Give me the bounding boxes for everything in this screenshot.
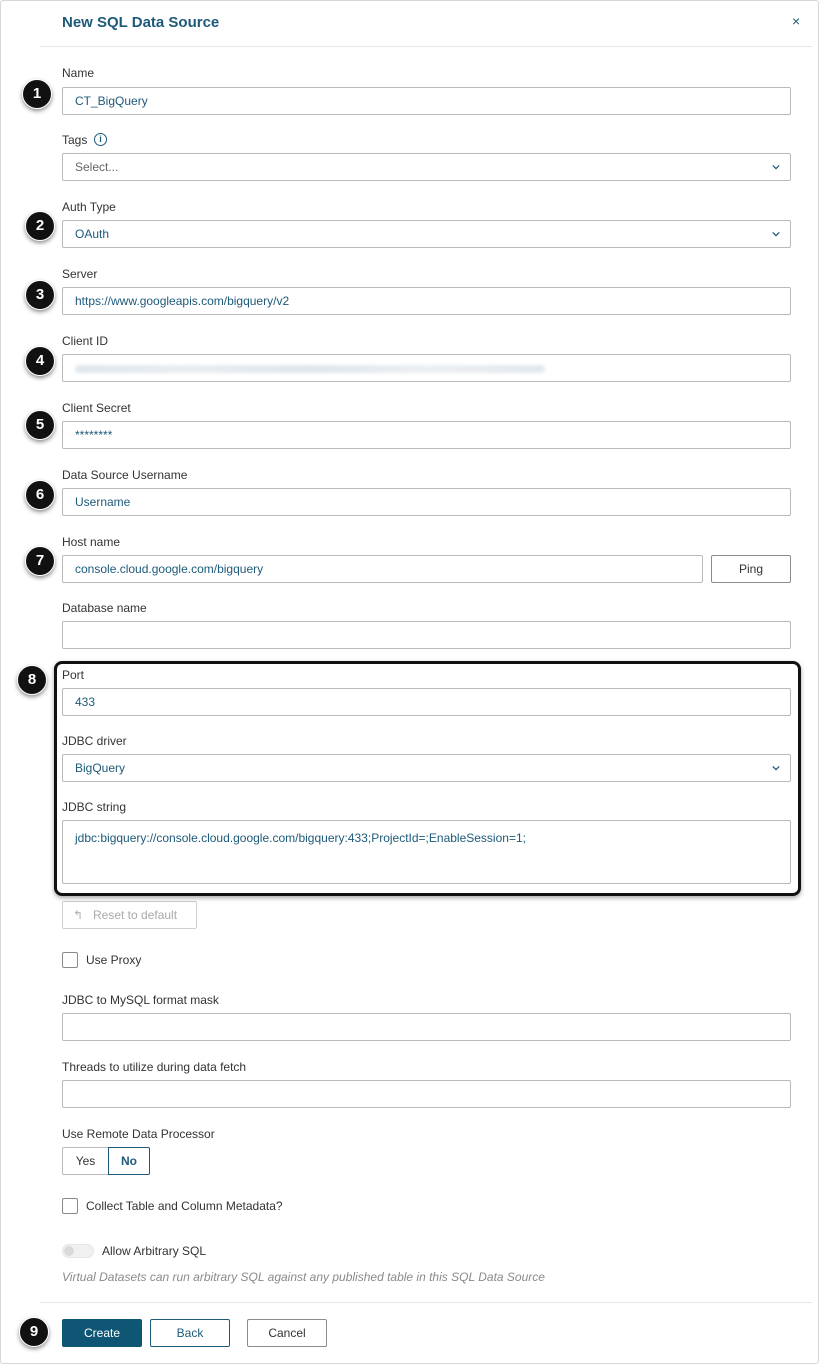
chevron-down-icon xyxy=(772,163,780,171)
step-badge-4: 4 xyxy=(25,346,55,376)
highlight-box xyxy=(54,661,801,896)
ds-username-input[interactable]: Username xyxy=(62,488,791,516)
server-input[interactable]: https://www.googleapis.com/bigquery/v2 xyxy=(62,287,791,315)
server-label: Server xyxy=(62,267,98,281)
step-badge-2: 2 xyxy=(25,211,55,241)
cancel-button[interactable]: Cancel xyxy=(247,1319,327,1347)
reset-label: Reset to default xyxy=(93,908,178,922)
host-name-input[interactable]: console.cloud.google.com/bigquery xyxy=(62,555,703,583)
arbitrary-sql-label: Allow Arbitrary SQL xyxy=(102,1244,207,1258)
ping-button[interactable]: Ping xyxy=(711,555,791,583)
auth-type-value: OAuth xyxy=(75,227,110,241)
back-button[interactable]: Back xyxy=(150,1319,230,1347)
jdbc-driver-label: JDBC driver xyxy=(62,734,127,748)
client-secret-input[interactable]: ******** xyxy=(62,421,791,449)
port-input[interactable]: 433 xyxy=(62,688,791,716)
step-badge-8: 8 xyxy=(17,665,47,695)
step-badge-9: 9 xyxy=(19,1317,49,1347)
step-badge-6: 6 xyxy=(25,480,55,510)
remote-processor-label: Use Remote Data Processor xyxy=(62,1127,215,1141)
jdbc-string-label: JDBC string xyxy=(62,800,127,814)
client-id-label: Client ID xyxy=(62,334,109,348)
use-proxy-checkbox[interactable] xyxy=(62,952,78,968)
auth-type-select[interactable] xyxy=(62,220,791,248)
client-id-input[interactable] xyxy=(62,354,791,382)
step-badge-1: 1 xyxy=(22,79,52,109)
format-mask-label: JDBC to MySQL format mask xyxy=(62,993,219,1007)
jdbc-driver-value: BigQuery xyxy=(75,761,126,775)
threads-label: Threads to utilize during data fetch xyxy=(62,1060,247,1074)
collect-metadata-label: Collect Table and Column Metadata? xyxy=(86,1199,283,1213)
chevron-down-icon xyxy=(772,230,780,238)
tags-placeholder: Select... xyxy=(75,160,119,174)
step-badge-5: 5 xyxy=(25,410,55,440)
step-badge-7: 7 xyxy=(25,546,55,576)
blurred-client-id xyxy=(75,365,545,373)
tags-select[interactable] xyxy=(62,153,791,181)
name-input[interactable]: CT_BigQuery xyxy=(62,87,791,115)
close-icon[interactable]: × xyxy=(792,13,801,29)
use-proxy-label: Use Proxy xyxy=(86,953,142,967)
undo-arrow-icon: ↰ xyxy=(73,908,84,922)
jdbc-string-textarea[interactable]: jdbc:bigquery://console.cloud.google.com/bigquery:433;ProjectId=;EnableSession=1; xyxy=(62,820,791,884)
footer-divider xyxy=(40,1302,812,1303)
database-name-input[interactable] xyxy=(62,621,791,649)
database-name-label: Database name xyxy=(62,601,147,615)
collect-metadata-checkbox[interactable] xyxy=(62,1198,78,1214)
auth-type-label: Auth Type xyxy=(62,200,116,214)
arbitrary-sql-hint: Virtual Datasets can run arbitrary SQL against any published table in this SQL Data Source xyxy=(62,1270,545,1284)
info-icon[interactable]: i xyxy=(94,133,107,146)
header-divider xyxy=(40,46,812,47)
arbitrary-sql-toggle[interactable] xyxy=(62,1244,94,1258)
threads-input[interactable] xyxy=(62,1080,791,1108)
client-secret-label: Client Secret xyxy=(62,401,131,415)
ds-username-label: Data Source Username xyxy=(62,468,188,482)
step-badge-3: 3 xyxy=(25,280,55,310)
dialog-title: New SQL Data Source xyxy=(62,14,220,31)
remote-processor-no[interactable]: No xyxy=(108,1147,150,1175)
toggle-knob xyxy=(64,1246,74,1256)
host-name-label: Host name xyxy=(62,535,121,549)
remote-processor-yes[interactable]: Yes xyxy=(62,1147,109,1175)
port-label: Port xyxy=(62,668,85,682)
tags-label: Tags xyxy=(62,133,88,147)
format-mask-input[interactable] xyxy=(62,1013,791,1041)
reset-to-default-button[interactable] xyxy=(62,901,197,929)
create-button[interactable]: Create xyxy=(62,1319,142,1347)
name-label: Name xyxy=(62,66,95,80)
